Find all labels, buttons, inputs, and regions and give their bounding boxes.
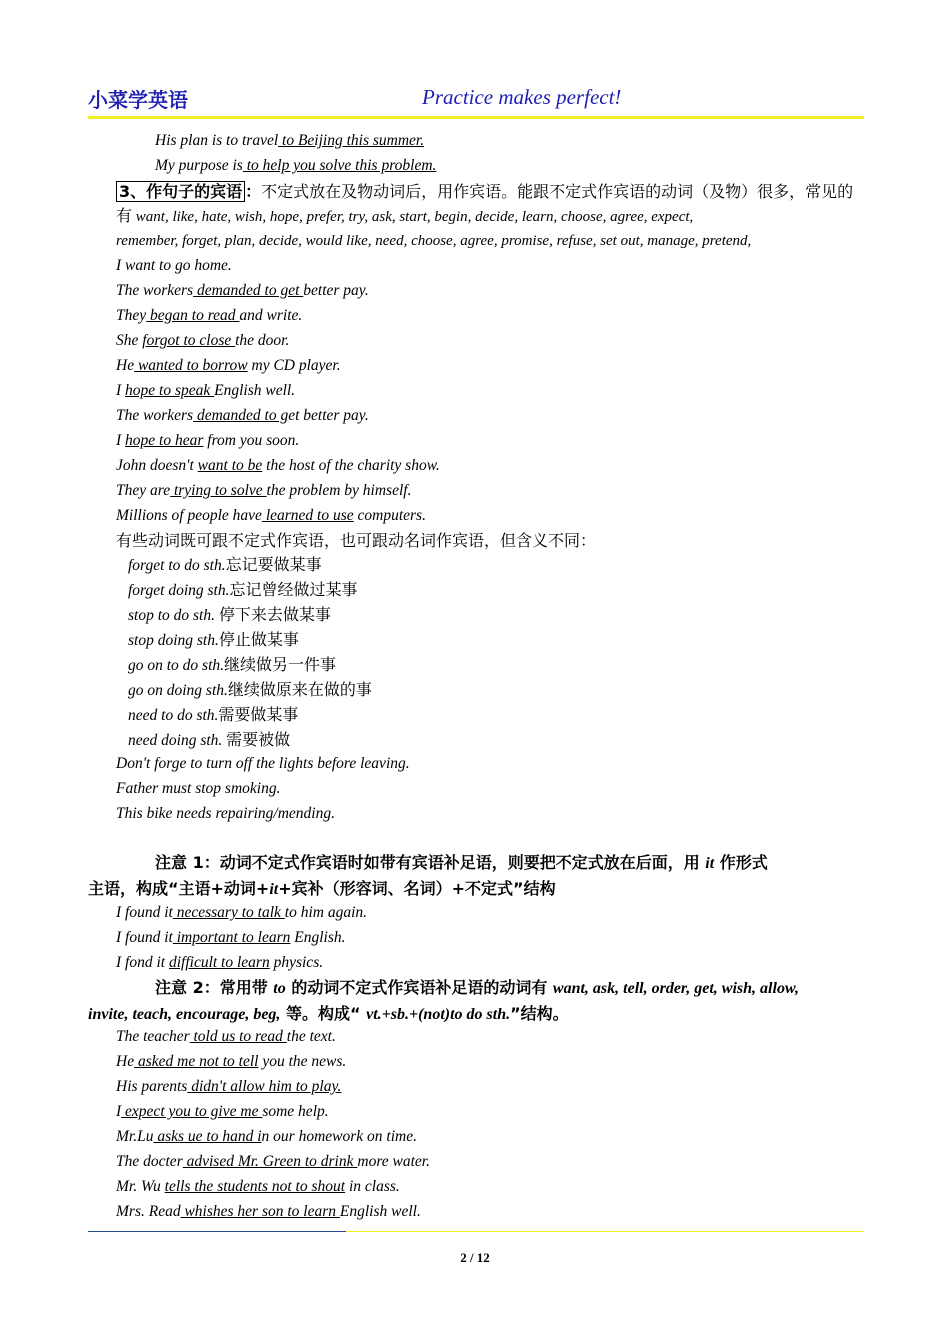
verb-list-line: remember, forget, plan, decide, would like, need, choose, agree, promise, refuse, set out, manage, pretend,: [116, 233, 752, 249]
example-line: He asked me not to tell you the news.: [116, 1053, 347, 1070]
example-line: I hope to hear from you soon.: [116, 432, 300, 449]
example-line: The teacher told us to read the text.: [116, 1028, 336, 1045]
page-number: 2 / 12: [460, 1250, 490, 1265]
example-line: My purpose is to help you solve this problem.: [155, 157, 437, 174]
example-line: I expect you to give me some help.: [116, 1103, 329, 1120]
example-line: Don't forge to turn off the lights before leaving.: [116, 755, 410, 772]
footer-divider-right: [346, 1231, 864, 1232]
section-3-paragraph: 3、作句子的宾语 ：不定式放在及物动词后，用作宾语。能跟不定式作宾语的动词（及物）很多，常见的有 want, like, hate, wish, hope, prefer, try, ask, start, begin, decide, learn, choose, agree, expect,: [116, 182, 854, 225]
example-line: The docter advised Mr. Green to drink more water.: [116, 1153, 430, 1170]
example-line: He wanted to borrow my CD player.: [116, 357, 341, 374]
note-2-line-1: 注意 2：常用带 to 的动词不定式作宾语补足语的动词有 want, ask, tell, order, get, wish, allow,: [155, 978, 800, 997]
compare-item: go on to do sth.继续做另一件事: [128, 655, 337, 674]
compare-item: go on doing sth.继续做原来在做的事: [128, 680, 372, 699]
example-line: This bike needs repairing/mending.: [116, 805, 335, 822]
brand-title: 小菜学英语: [88, 88, 188, 112]
compare-item: forget to do sth.忘记要做某事: [128, 555, 322, 574]
example-line: They began to read and write.: [116, 307, 303, 324]
page-header: [88, 84, 864, 118]
note-2-line-2: invite, teach, encourage, beg, 等。构成“ vt.+sb.+(not)to do sth.”结构。: [88, 1004, 569, 1023]
example-line: Mr. Wu tells the students not to shout in class.: [116, 1178, 400, 1195]
note-1-line-2: 主语，构成“主语+动词+it+宾补（形容词、名词）+不定式”结构: [88, 879, 556, 898]
example-line: I hope to speak English well.: [116, 382, 296, 399]
motto-text: Practice makes perfect!: [422, 85, 622, 109]
example-line: Millions of people have learned to use computers.: [116, 507, 426, 524]
compare-item: forget doing sth.忘记曾经做过某事: [128, 580, 358, 599]
example-line: The workers demanded to get better pay.: [116, 407, 369, 424]
compare-intro: 有些动词既可跟不定式作宾语，也可跟动名词作宾语，但含义不同：: [116, 531, 597, 550]
footer-divider-left: [88, 1231, 346, 1232]
header-divider: [88, 116, 864, 119]
example-line: I want to go home.: [116, 257, 232, 274]
example-line: John doesn't want to be the host of the charity show.: [116, 457, 440, 474]
compare-item: need doing sth. 需要被做: [128, 730, 291, 749]
example-line: I found it important to learn English.: [116, 929, 346, 946]
example-line: I found it necessary to talk to him again.: [116, 904, 368, 921]
example-line: His parents didn't allow him to play.: [116, 1078, 342, 1095]
compare-item: stop to do sth. 停下来去做某事: [128, 605, 331, 624]
example-line: Mrs. Read whishes her son to learn English well.: [116, 1203, 421, 1220]
example-line: I fond it difficult to learn physics.: [116, 954, 324, 971]
example-line: Mr.Lu asks ue to hand in our homework on time.: [116, 1128, 417, 1145]
section-heading: 3、作句子的宾语: [116, 181, 245, 202]
example-line: The workers demanded to get better pay.: [116, 282, 369, 299]
compare-item: stop doing sth.停止做某事: [128, 630, 299, 649]
example-line: They are trying to solve the problem by himself.: [116, 482, 412, 499]
example-line: Father must stop smoking.: [116, 780, 281, 797]
example-line: His plan is to travel to Beijing this summer.: [155, 132, 425, 149]
note-1-line-1: 注意 1：动词不定式作宾语时如带有宾语补足语，则要把不定式放在后面，用 it 作形式: [155, 853, 768, 872]
compare-item: need to do sth.需要做某事: [128, 705, 299, 724]
example-line: She forgot to close the door.: [116, 332, 290, 349]
